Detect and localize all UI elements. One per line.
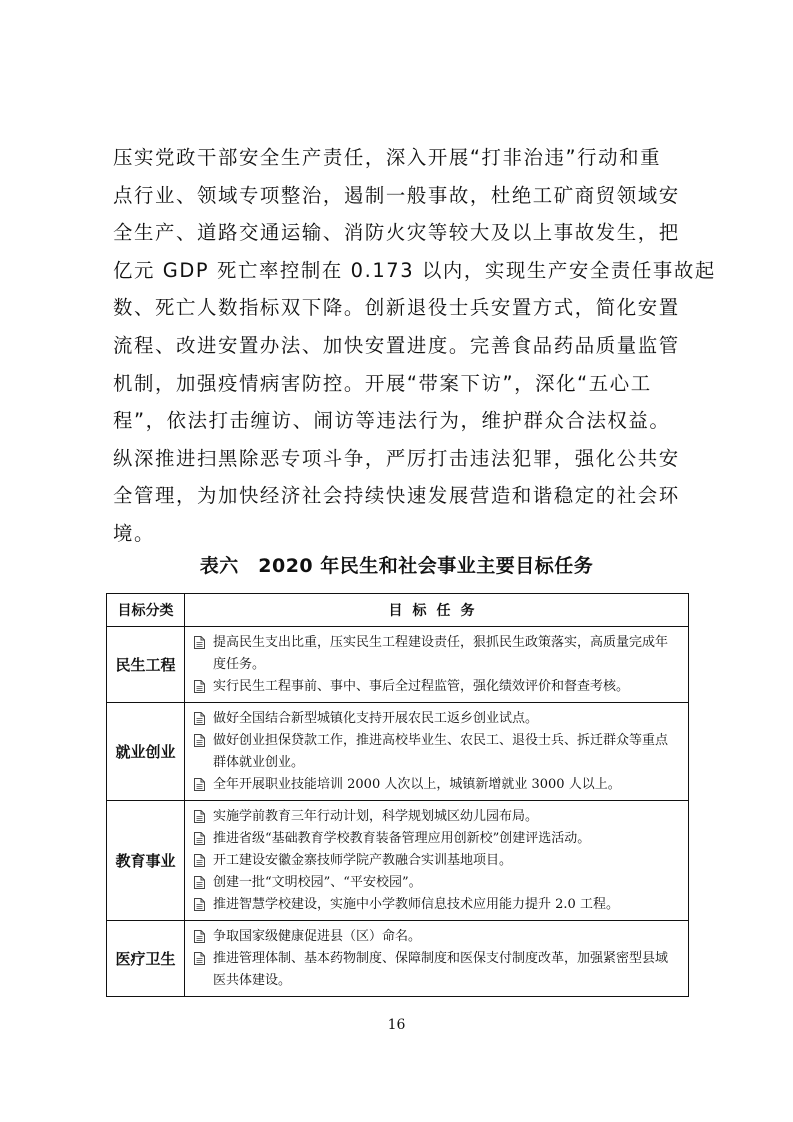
- task-item: [191, 774, 680, 796]
- table-row: [107, 921, 689, 997]
- paragraph-line: 亿元 GDP 死亡率控制在 0.173 以内，实现生产安全责任事故起: [113, 258, 716, 282]
- category-cell: 医疗卫生: [107, 921, 185, 997]
- document-icon: [191, 708, 213, 730]
- paragraph-line: 纵深推进扫黑除恶专项斗争，严厉打击违法犯罪，强化公共安: [113, 446, 680, 470]
- paragraph-line: 点行业、领域专项整治，遏制一般事故，杜绝工矿商贸领域安: [113, 183, 680, 207]
- paragraph-line: 全生产、道路交通运输、消防火灾等较大及以上事故发生，把: [113, 221, 680, 245]
- task-text: 开工建设安徽金寨技师学院产教融合实训基地项目。: [213, 853, 513, 868]
- paragraph-line: 数、死亡人数指标双下降。创新退役士兵安置方式，简化安置: [113, 296, 680, 320]
- header-tasks: 目标任务: [185, 594, 689, 627]
- header-category: 目标分类: [107, 594, 185, 627]
- category-cell: 教育事业: [107, 801, 185, 921]
- category-cell: 民生工程: [107, 627, 185, 703]
- task-item: [191, 872, 680, 894]
- task-item: [191, 730, 680, 774]
- table-row: [107, 627, 689, 703]
- goals-table: [106, 593, 689, 997]
- document-icon: [191, 872, 213, 894]
- task-item: [191, 806, 680, 828]
- task-cell: [185, 801, 689, 921]
- paragraph-line: 压实党政干部安全生产责任，深入开展“打非治违”行动和重: [113, 146, 662, 169]
- task-text: 做好全国结合新型城镇化支持开展农民工返乡创业试点。: [213, 711, 539, 726]
- document-icon: [191, 828, 213, 850]
- table-caption: 表六 2020 年民生和社会事业主要目标任务: [199, 555, 594, 577]
- table-header-row: [107, 594, 689, 627]
- paragraph-line: 程”，依法打击缠访、闹访等违法行为，维护群众合法权益。: [113, 409, 671, 433]
- task-item: [191, 828, 680, 850]
- category-cell: 就业创业: [107, 703, 185, 801]
- task-text: 做好创业担保贷款工作，推进高校毕业生、农民工、退役士兵、拆迁群众等重点群体就业创业。: [213, 733, 669, 770]
- document-icon: [191, 926, 213, 948]
- table-row: [107, 703, 689, 801]
- task-text: 推进智慧学校建设，实施中小学教师信息技术应用能力提升 2.0 工程。: [213, 897, 619, 912]
- table-row: [107, 801, 689, 921]
- task-cell: [185, 703, 689, 801]
- paragraph-line: 境。: [113, 521, 155, 545]
- paragraph-line: 流程、改进安置办法、加快安置进度。完善食品药品质量监管: [113, 333, 680, 357]
- document-icon: [191, 894, 213, 916]
- paragraph-line: 机制，加强疫情病害防控。开展“带案下访”，深化“五心工: [113, 371, 652, 395]
- task-item: [191, 926, 680, 948]
- task-item: [191, 708, 680, 730]
- document-icon: [191, 632, 213, 654]
- document-icon: [191, 850, 213, 872]
- task-text: 实行民生工程事前、事中、事后全过程监管，强化绩效评价和督查考核。: [213, 679, 630, 694]
- document-icon: [191, 948, 213, 970]
- task-text: 提高民生支出比重，压实民生工程建设责任，狠抓民生政策落实，高质量完成年度任务。: [213, 635, 669, 672]
- task-item: [191, 850, 680, 872]
- task-text: 全年开展职业技能培训 2000 人次以上，城镇新增就业 3000 人以上。: [213, 777, 621, 792]
- document-icon: [191, 774, 213, 796]
- body-paragraph: [113, 139, 716, 553]
- task-text: 实施学前教育三年行动计划，科学规划城区幼儿园布局。: [213, 809, 539, 824]
- task-item: [191, 632, 680, 676]
- page-number: 16: [387, 1017, 406, 1033]
- task-item: [191, 676, 680, 698]
- document-icon: [191, 676, 213, 698]
- paragraph-line: 全管理，为加快经济社会持续快速发展营造和谐稳定的社会环: [113, 484, 680, 508]
- task-item: [191, 894, 680, 916]
- task-text: 争取国家级健康促进县（区）命名。: [213, 929, 422, 944]
- task-text: 推进管理体制、基本药物制度、保障制度和医保支付制度改革，加强紧密型县域医共体建设。: [213, 951, 669, 988]
- task-text: 推进省级“基础教育学校教育装备管理应用创新校”创建评选活动。: [213, 831, 591, 846]
- task-cell: [185, 627, 689, 703]
- task-item: [191, 948, 680, 992]
- task-text: 创建一批“文明校园”、“平安校园”。: [213, 875, 422, 890]
- document-icon: [191, 730, 213, 752]
- document-icon: [191, 806, 213, 828]
- task-cell: [185, 921, 689, 997]
